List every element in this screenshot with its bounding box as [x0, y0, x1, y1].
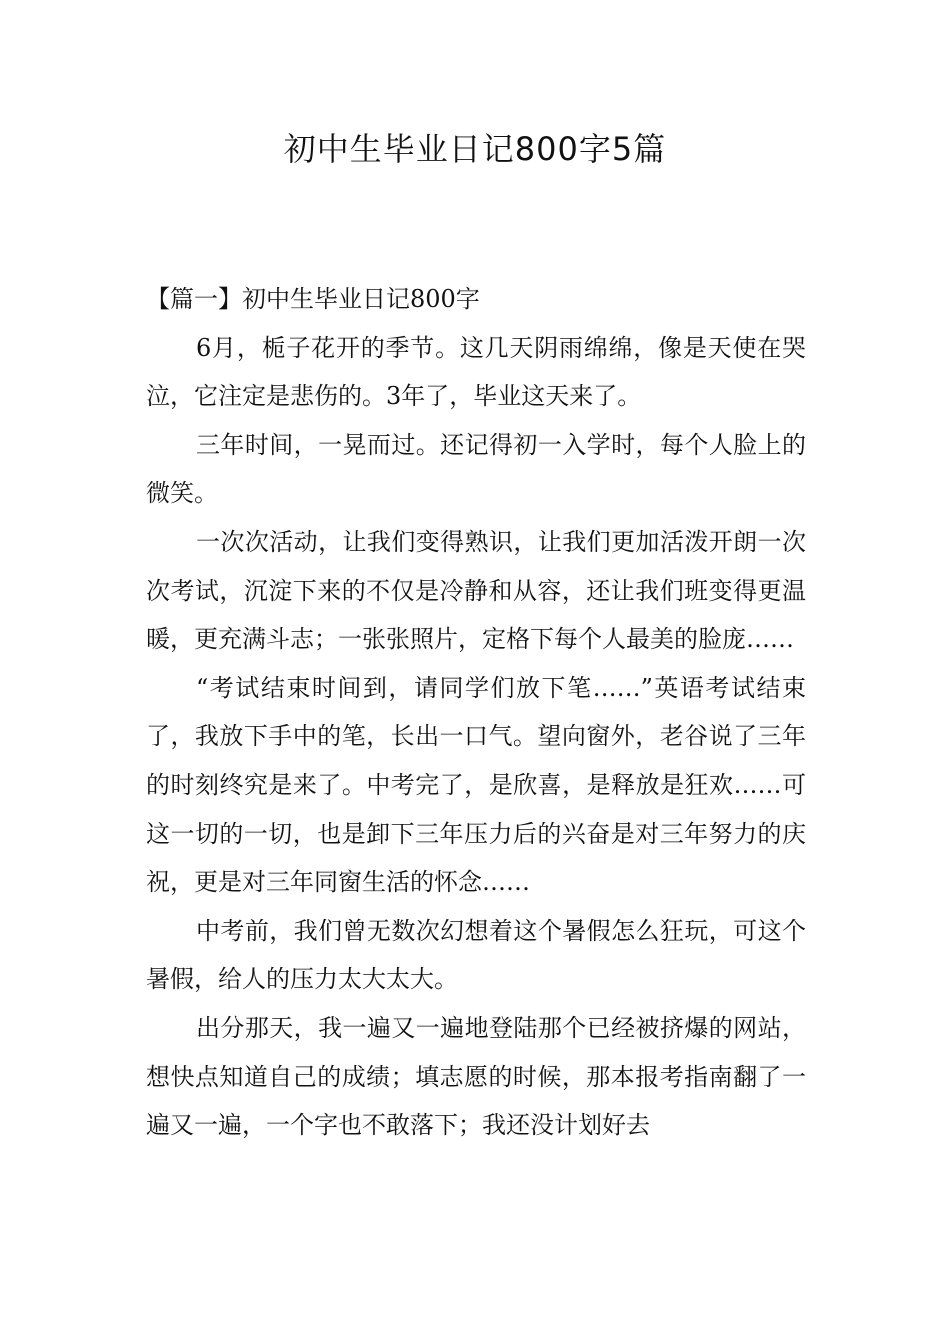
paragraph-3: 一次次活动，让我们变得熟识，让我们更加活泼开朗一次次考试，沉淀下来的不仅是冷静和从容，还让我们班变得更温暖，更充满斗志；一张张照片，定格下每个人最美的脸庞……: [146, 527, 806, 654]
paragraph-6: 出分那天，我一遍又一遍地登陆那个已经被挤爆的网站，想快点知道自己的成绩；填志愿的时候，那本报考指南翻了一遍又一遍，一个字也不敢落下；我还没计划好去: [146, 1013, 806, 1140]
paragraph-2: 三年时间，一晃而过。还记得初一入学时，每个人脸上的微笑。: [146, 430, 806, 508]
paragraph-1: 6月，栀子花开的季节。这几天阴雨绵绵，像是天使在哭泣，它注定是悲伤的。3年了，毕业这天来了。: [146, 333, 806, 411]
paragraph-4: “考试结束时间到，请同学们放下笔……”英语考试结束了，我放下手中的笔，长出一口气。望向窗外，老谷说了三年的时刻终究是来了。中考完了，是欣喜，是释放是狂欢……可这一切的一切，也是卸下三年压力后的兴奋是对三年努力的庆祝，更是对三年同窗生活的怀念……: [146, 673, 806, 897]
paragraph-5: 中考前，我们曾无数次幻想着这个暑假怎么狂玩，可这个暑假，给人的压力太大太大。: [146, 916, 806, 994]
section-heading: 【篇一】初中生毕业日记800字: [146, 285, 480, 313]
document-title: 初中生毕业日记800字5篇: [283, 130, 667, 168]
document-body: [146, 275, 806, 1150]
